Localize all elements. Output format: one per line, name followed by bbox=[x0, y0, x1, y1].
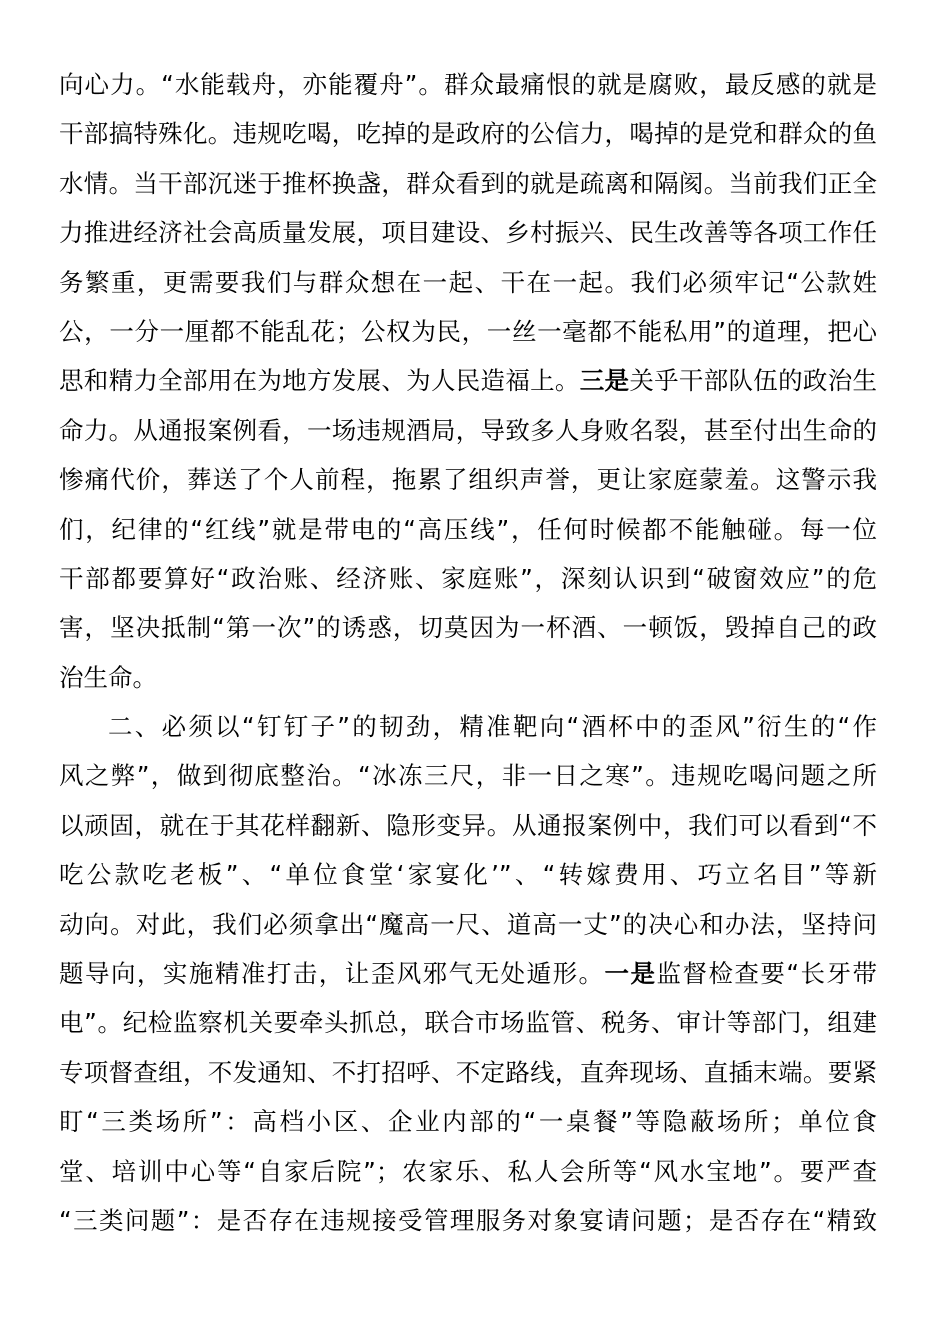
section-heading-tail: 风之弊”， bbox=[59, 761, 177, 791]
paragraph-2 bbox=[59, 702, 877, 1245]
text-line: 盯“三类场所”：高档小区、企业内部的“一桌餐”等隐蔽场所；单位食 bbox=[59, 1107, 877, 1137]
text-line: 干部搞特殊化。违规吃喝，吃掉的是政府的公信力，喝掉的是党和群众的鱼 bbox=[59, 119, 877, 149]
bold-lead-text: 三是 bbox=[579, 366, 630, 396]
text-segment: 思和精力全部用在为地方发展、为人民造福上。 bbox=[59, 366, 580, 396]
text-line: 们，纪律的“红线”就是带电的“高压线”，任何时候都不能触碰。每一位 bbox=[59, 514, 877, 544]
text-line: 向心力。“水能载舟，亦能覆舟”。群众最痛恨的就是腐败，最反感的就是 bbox=[59, 70, 877, 99]
text-line: 吃公款吃老板”、“单位食堂‘家宴化’”、“转嫁费用、巧立名目”等新 bbox=[59, 860, 877, 890]
text-line: 专项督查组，不发通知、不打招呼、不定路线，直奔现场、直插末端。要紧 bbox=[59, 1057, 877, 1087]
text-line: 命力。从通报案例看，一场违规酒局，导致多人身败名裂，甚至付出生命的 bbox=[59, 415, 877, 445]
text-line: 堂、培训中心等“自家后院”；农家乐、私人会所等“风水宝地”。要严查 bbox=[59, 1156, 877, 1186]
text-line: “三类问题”：是否存在违规接受管理服务对象宴请问题；是否存在“精致 bbox=[59, 1205, 877, 1235]
section-heading-line: 二、必须以“钉钉子”的韧劲，精准靶向“酒杯中的歪风”衍生的“作 bbox=[108, 712, 877, 742]
text-line: 害，坚决抵制“第一次”的诱惑，切莫因为一杯酒、一顿饭，毁掉自己的政 bbox=[59, 613, 877, 643]
text-line: 力推进经济社会高质量发展，项目建设、乡村振兴、民生改善等各项工作任 bbox=[59, 218, 877, 248]
text-line bbox=[59, 356, 877, 405]
text-line: 治生命。 bbox=[59, 662, 157, 692]
text-line bbox=[59, 949, 877, 998]
text-line: 惨痛代价，葬送了个人前程，拖累了组织声誉，更让家庭蒙羞。这警示我 bbox=[59, 465, 877, 495]
text-line bbox=[59, 751, 877, 800]
paragraph-1 bbox=[59, 60, 877, 702]
document-page bbox=[59, 60, 877, 1245]
text-line: 干部都要算好“政治账、经济账、家庭账”，深刻认识到“破窗效应”的危 bbox=[59, 563, 877, 593]
text-segment: 做到彻底整治。“冰冻三尺，非一日之寒”。违规吃喝问题之所 bbox=[176, 761, 877, 791]
text-segment: 监督检查要“长牙带 bbox=[656, 959, 877, 989]
text-line: 动向。对此，我们必须拿出“魔高一尺、道高一丈”的决心和办法，坚持问 bbox=[59, 909, 877, 939]
bold-lead-text: 一是 bbox=[604, 959, 657, 989]
text-segment: 题导向，实施精准打击，让歪风邪气无处遁形。 bbox=[59, 959, 605, 989]
text-segment: 关乎干部队伍的政治生 bbox=[629, 366, 877, 396]
text-line: 电”。纪检监察机关要牵头抓总，联合市场监管、税务、审计等部门，组建 bbox=[59, 1008, 877, 1038]
text-line: 公，一分一厘都不能乱花；公权为民，一丝一毫都不能私用”的道理，把心 bbox=[59, 316, 877, 346]
text-line: 水情。当干部沉迷于推杯换盏，群众看到的就是疏离和隔阂。当前我们正全 bbox=[59, 168, 877, 198]
text-line: 务繁重，更需要我们与群众想在一起、干在一起。我们必须牢记“公款姓 bbox=[59, 267, 877, 297]
text-line: 以顽固，就在于其花样翻新、隐形变异。从通报案例中，我们可以看到“不 bbox=[59, 810, 877, 840]
